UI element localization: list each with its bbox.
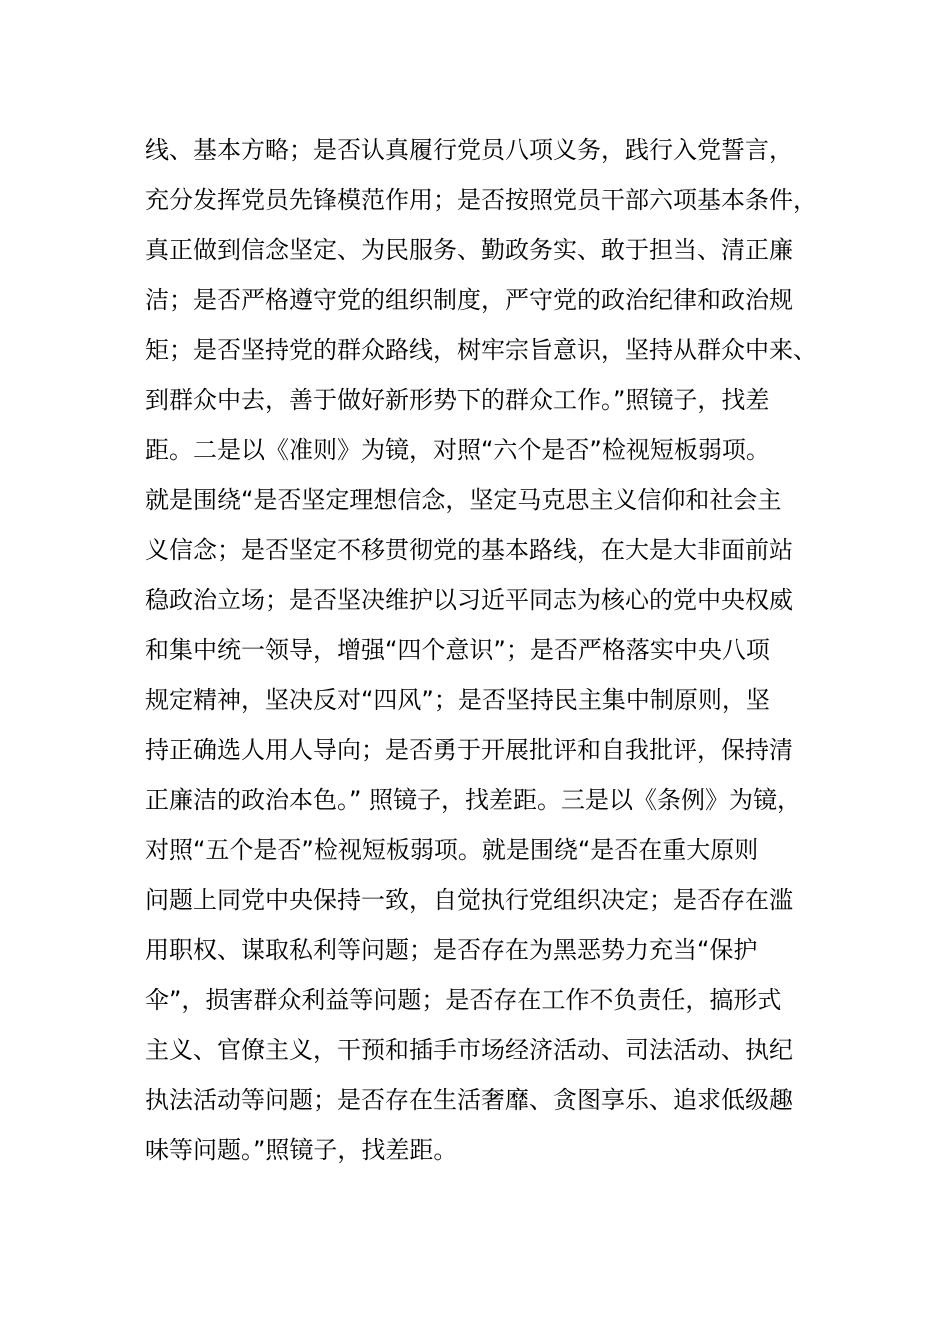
text-line: 充分发挥党员先锋模范作用；是否按照党员干部六项基本条件， <box>145 186 817 214</box>
text-line: 伞”，损害群众利益等问题；是否存在工作不负责任，搞形式 <box>145 986 782 1014</box>
text-line: 就是围绕“是否坚定理想信念，坚定马克思主义信仰和社会主 <box>145 486 782 514</box>
text-line: 距。二是以《准则》为镜，对照“六个是否”检视短板弱项。 <box>145 436 770 464</box>
text-line: 主义、官僚主义，干预和插手市场经济活动、司法活动、执纪 <box>145 1036 793 1064</box>
text-line: 线、基本方略；是否认真履行党员八项义务，践行入党誓言， <box>145 136 793 164</box>
text-line: 味等问题。”照镜子，找差距。 <box>145 1136 458 1164</box>
text-line: 正廉洁的政治本色。” 照镜子，找差距。三是以《条例》为镜， <box>145 786 802 814</box>
text-line: 和集中统一领导，增强“四个意识”；是否严格落实中央八项 <box>145 636 770 664</box>
text-line: 规定精神，坚决反对“四风”；是否坚持民主集中制原则，坚 <box>145 686 770 714</box>
body-paragraph <box>145 125 815 1175</box>
text-line: 义信念；是否坚定不移贯彻党的基本路线，在大是大非面前站 <box>145 536 793 564</box>
text-line: 对照“五个是否”检视短板弱项。就是围绕“是否在重大原则 <box>145 836 759 864</box>
text-line: 执法活动等问题；是否存在生活奢靡、贪图享乐、追求低级趣 <box>145 1086 793 1114</box>
text-line: 问题上同党中央保持一致，自觉执行党组织决定；是否存在滥 <box>145 886 793 914</box>
text-line: 到群众中去，善于做好新形势下的群众工作。”照镜子，找差 <box>145 386 770 414</box>
text-line: 真正做到信念坚定、为民服务、勤政务实、敢于担当、清正廉 <box>145 236 793 264</box>
text-line: 稳政治立场；是否坚决维护以习近平同志为核心的党中央权威 <box>145 586 793 614</box>
text-line: 洁；是否严格遵守党的组织制度，严守党的政治纪律和政治规 <box>145 286 793 314</box>
text-line: 矩；是否坚持党的群众路线，树牢宗旨意识，坚持从群众中来、 <box>145 336 817 364</box>
text-line: 用职权、谋取私利等问题；是否存在为黑恶势力充当“保护 <box>145 936 758 964</box>
text-line: 持正确选人用人导向；是否勇于开展批评和自我批评，保持清 <box>145 736 793 764</box>
